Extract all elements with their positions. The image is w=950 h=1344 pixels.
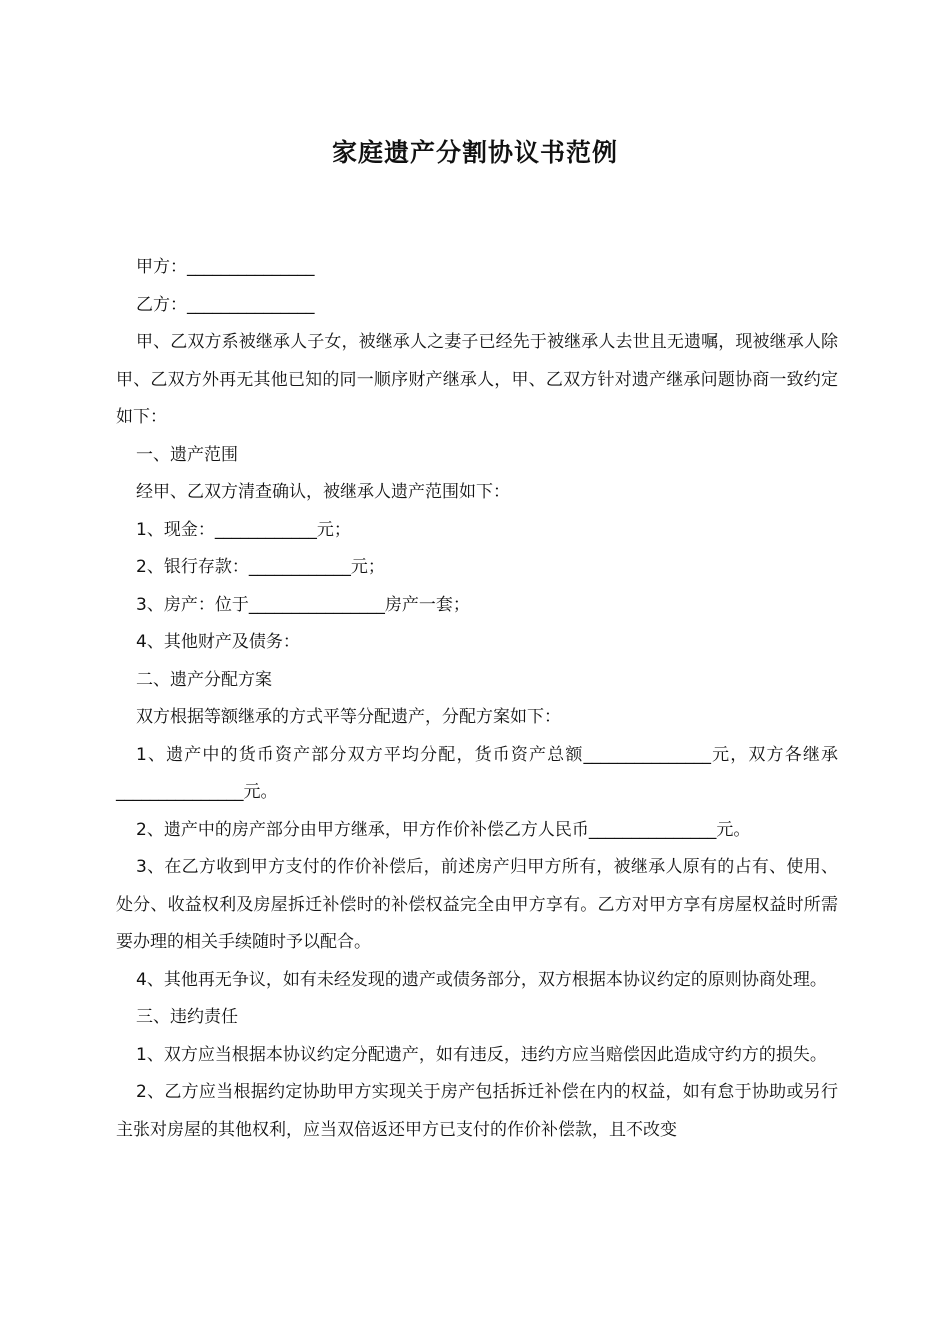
document-body xyxy=(116,249,838,1149)
liability-clause-1: 1、双方应当根据本协议约定分配遗产，如有违反，违约方应当赔偿因此造成守约方的损失。 xyxy=(136,1044,827,1065)
liability-clause-2: 2、乙方应当根据约定协助甲方实现关于房产包括拆迁补偿在内的权益，如有怠于协助或另行主张对房屋的其他权利，应当双倍返还甲方已支付的作价补偿款，且不改变 xyxy=(116,1082,838,1140)
party-a-line: 甲方：_______________ xyxy=(136,257,315,277)
estate-item-bank-deposit: 2、银行存款：____________元； xyxy=(136,557,385,577)
distribution-intro: 双方根据等额继承的方式平等分配遗产，分配方案如下： xyxy=(136,707,561,727)
estate-scope-intro: 经甲、乙双方清查确认，被继承人遗产范围如下： xyxy=(136,482,510,502)
preamble-paragraph: 甲、乙双方系被继承人子女，被继承人之妻子已经先于被继承人去世且无遗嘱，现被继承人除甲、乙双方外再无其他已知的同一顺序财产继承人，甲、乙双方针对遗产继承问题协商一致约定如下： xyxy=(116,332,838,427)
estate-item-other: 4、其他财产及债务： xyxy=(136,632,300,652)
section-heading-estate-scope: 一、遗产范围 xyxy=(136,444,238,465)
section-heading-liability: 三、违约责任 xyxy=(136,1007,238,1027)
distribution-clause-4: 4、其他再无争议，如有未经发现的遗产或债务部分，双方根据本协议约定的原则协商处理。 xyxy=(136,969,827,990)
party-b-line: 乙方：_______________ xyxy=(136,294,315,315)
distribution-clause-3: 3、在乙方收到甲方支付的作价补偿后，前述房产归甲方所有，被继承人原有的占有、使用、处分、收益权利及房屋拆迁补偿时的补偿权益完全由甲方享有。乙方对甲方享有房屋权益时所需要办理的相关手续随时予以配合。 xyxy=(116,857,838,952)
estate-item-cash: 1、现金：____________元； xyxy=(136,519,351,540)
document-title: 家庭遗产分割协议书范例 xyxy=(331,138,618,167)
distribution-clause-2: 2、遗产中的房产部分由甲方继承，甲方作价补偿乙方人民币_______________元。 xyxy=(136,819,751,840)
estate-item-property: 3、房产：位于________________房产一套； xyxy=(136,594,470,615)
distribution-clause-1: 1、遗产中的货币资产部分双方平均分配，货币资产总额_______________元，双方各继承_______________元。 xyxy=(116,744,838,802)
section-heading-distribution: 二、遗产分配方案 xyxy=(136,669,272,690)
